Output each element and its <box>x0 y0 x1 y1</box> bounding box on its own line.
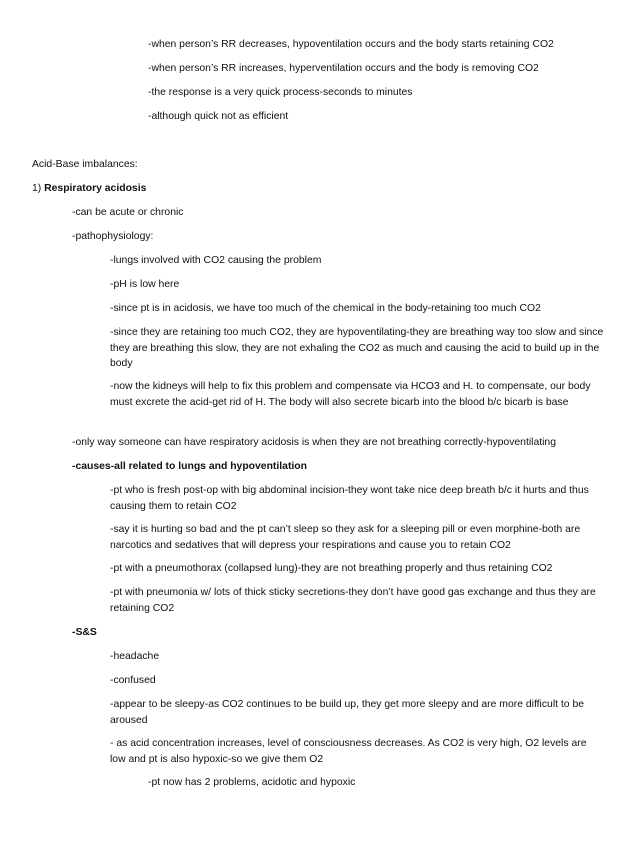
bold-heading: -S&S <box>72 627 97 638</box>
text-line: -pathophysiology: <box>72 231 154 242</box>
paragraph: - as acid concentration increases, level of consciousness decreases. As CO2 is very high, O2 levels are low and pt is also hypoxic-so we give them O2 <box>110 738 587 765</box>
subsection-name: Respiratory acidosis <box>44 183 147 194</box>
text-line: -since pt is in acidosis, we have too much of the chemical in the body-retaining too much CO2 <box>110 303 541 314</box>
bold-heading: -causes-all related to lungs and hypoventilation <box>72 461 307 472</box>
text-line: -although quick not as efficient <box>148 111 289 122</box>
text-line: -when person’s RR decreases, hypoventilation occurs and the body starts retaining CO2 <box>148 39 554 50</box>
paragraph: -pt with pneumonia w/ lots of thick sticky secretions-they don’t have good gas exchange and thus they are retaining CO2 <box>110 587 596 614</box>
paragraph: -appear to be sleepy-as CO2 continues to be build up, they get more sleepy and are more difficult to be aroused <box>110 699 585 726</box>
text-line: -pt now has 2 problems, acidotic and hypoxic <box>148 777 356 788</box>
text-line: -confused <box>110 675 156 686</box>
subsection-number: 1) <box>32 183 45 194</box>
text-line: -can be acute or chronic <box>72 207 184 218</box>
text-line: -pH is low here <box>110 279 180 290</box>
text-line: -headache <box>110 651 160 662</box>
text-line: -only way someone can have respiratory acidosis is when they are not breathing correctly-hypoventilating <box>72 437 556 448</box>
paragraph: -say it is hurting so bad and the pt can’t sleep so they ask for a sleeping pill or even morphine-both are narcotics and sedatives that will depress your respirations and cause you to retain CO2 <box>110 524 581 551</box>
section-heading: Acid-Base imbalances: <box>32 159 138 170</box>
text-line: -the response is a very quick process-seconds to minutes <box>148 87 413 98</box>
paragraph: -since they are retaining too much CO2, they are hypoventilating-they are breathing way too slow and since they are breathing this slow, they are not exhaling the CO2 as much and causing the acid to build up in the body <box>110 327 604 369</box>
paragraph: -pt who is fresh post-op with big abdominal incision-they wont take nice deep breath b/c it hurts and thus causing them to retain CO2 <box>110 485 589 512</box>
text-line: -when person’s RR increases, hyperventilation occurs and the body is removing CO2 <box>148 63 539 74</box>
paragraph: -now the kidneys will help to fix this problem and compensate via HCO3 and H. to compensate, our body must excrete the acid-get rid of H. The body will also secrete bicarb into the blood b/c bicarb is base <box>110 381 591 408</box>
subsection-title <box>32 181 146 197</box>
text-line: -lungs involved with CO2 causing the problem <box>110 255 322 266</box>
text-line: -pt with a pneumothorax (collapsed lung)-they are not breathing properly and thus retaining CO2 <box>110 563 553 574</box>
